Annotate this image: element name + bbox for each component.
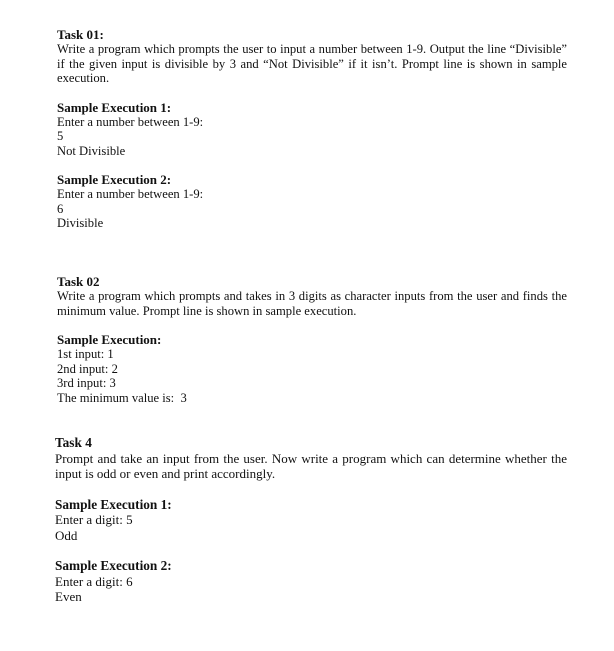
sample-heading: Sample Execution 2: xyxy=(55,558,172,573)
task-4-sample-1 xyxy=(55,497,567,544)
sample-heading: Sample Execution 1: xyxy=(57,99,172,115)
sample-line: The minimum value is: 3 xyxy=(57,390,187,405)
sample-line: Enter a number between 1-9: xyxy=(57,114,204,129)
task-4-sample-2 xyxy=(55,558,567,605)
sample-heading: Sample Execution 1: xyxy=(55,496,172,512)
task-01-sample-2 xyxy=(57,172,567,231)
sample-line: Even xyxy=(55,589,82,604)
task-01-section xyxy=(57,27,567,231)
sample-line: 3rd input: 3 xyxy=(57,376,116,390)
sample-line: 2nd input: 2 xyxy=(57,361,118,376)
sample-line: 1st input: 1 xyxy=(57,347,114,361)
task-02-title: Task 02 xyxy=(57,274,100,289)
task-01-description: Write a program which prompts the user to input a number between 1-9. Output the line “Divisible” if the given input is divisible by 3 and “Not Divisible” if it isn’t. Prompt line is shown in sample execution. xyxy=(57,42,567,85)
task-01-title: Task 01: xyxy=(57,27,104,42)
sample-line: Enter a digit: 6 xyxy=(55,573,133,589)
sample-line: 6 xyxy=(57,201,64,216)
sample-heading: Sample Execution: xyxy=(57,332,162,347)
task-4-section xyxy=(55,435,567,605)
task-4-description: Prompt and take an input from the user. Now write a program which can determine whether the input is odd or even and print accordingly. xyxy=(55,450,567,481)
task-4-title: Task 4 xyxy=(55,435,92,450)
sample-heading: Sample Execution 2: xyxy=(57,172,172,187)
sample-line: Enter a digit: 5 xyxy=(55,512,133,527)
task-02-description: Write a program which prompts and takes in 3 digits as character inputs from the user and finds the minimum value. Prompt line is shown in sample execution. xyxy=(57,289,567,318)
sample-line: 5 xyxy=(57,129,64,143)
sample-line: Not Divisible xyxy=(57,143,126,158)
sample-line: Divisible xyxy=(57,216,104,230)
sample-line: Enter a number between 1-9: xyxy=(57,187,204,201)
task-01-sample-1 xyxy=(57,100,567,159)
sample-line: Odd xyxy=(55,527,78,543)
task-02-section xyxy=(57,274,567,405)
task-02-sample xyxy=(57,332,567,405)
